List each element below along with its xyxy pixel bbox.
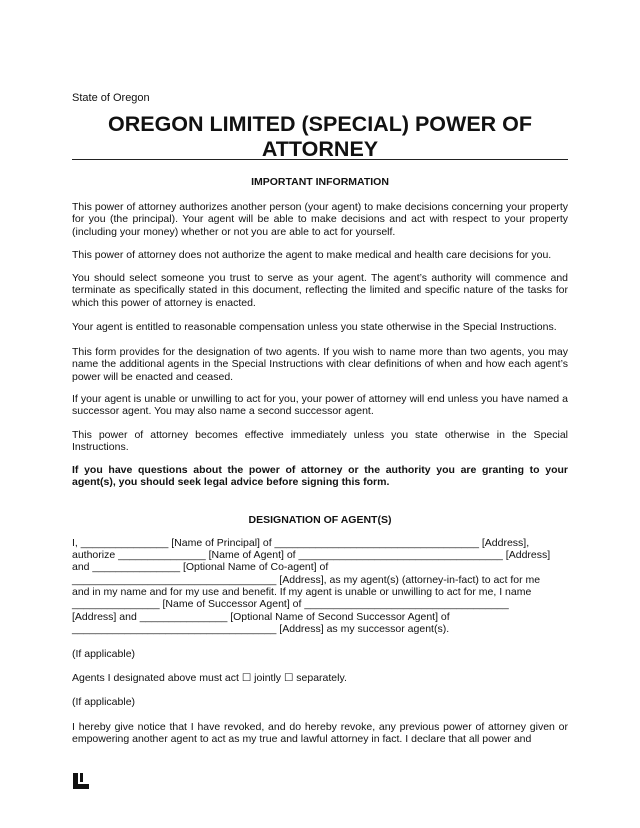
title-divider bbox=[72, 159, 568, 160]
title-line-2: ATTORNEY bbox=[261, 137, 379, 161]
paragraph: You should select someone you trust to serve as your agent. The agent’s authority will commence and terminate as specifically stated in this document, reflecting the limited and specific nature of the tasks for which this power of attorney is enacted. bbox=[72, 272, 568, 309]
paragraph: Your agent is entitled to reasonable compensation unless you state otherwise in the Special Instructions. bbox=[72, 321, 557, 333]
paragraph: This form provides for the designation of two agents. If you wish to name more than two agents, you may name the additional agents in the Special Instructions with clear definitions of when and how each agent’s power will be enacted and ceased. bbox=[72, 346, 568, 383]
designation-line: ___________________________________ [Address] as my successor agent(s). bbox=[72, 623, 450, 635]
paragraph: If your agent is unable or unwilling to act for you, your power of attorney will end unless you have named a successor agent. You may also name a second successor agent. bbox=[72, 393, 568, 418]
legal-advice-notice: If you have questions about the power of attorney or the authority you are granting to your agent(s), you should seek legal advice before signing this form. bbox=[72, 464, 568, 489]
if-applicable-label: (If applicable) bbox=[72, 696, 136, 708]
if-applicable-label: (If applicable) bbox=[72, 648, 136, 660]
designation-line: and in my name and for my use and benefit. If my agent is unable or unwilling to act for me, I name bbox=[72, 586, 532, 598]
designation-line: authorize _______________ [Name of Agent] of ___________________________________ [Address] bbox=[72, 549, 551, 561]
document-title bbox=[72, 112, 568, 162]
paragraph: This power of attorney becomes effective immediately unless you state otherwise in the Special Instructions. bbox=[72, 429, 568, 454]
important-information-heading: IMPORTANT INFORMATION bbox=[251, 176, 389, 188]
designation-line: [Address] and _______________ [Optional Name of Second Successor Agent] of bbox=[72, 611, 450, 623]
legal-templates-logo-icon bbox=[72, 772, 90, 790]
designation-line: ___________________________________ [Address], as my agent(s) (attorney-in-fact) to act for me bbox=[72, 574, 541, 586]
designation-of-agents-heading: DESIGNATION OF AGENT(S) bbox=[248, 514, 392, 526]
designation-line: _______________ [Name of Successor Agent] of ___________________________________ bbox=[72, 598, 509, 610]
state-label: State of Oregon bbox=[72, 92, 150, 104]
designation-line: and _______________ [Optional Name of Co-agent] of bbox=[72, 561, 329, 573]
paragraph: This power of attorney does not authorize the agent to make medical and health care decisions for you. bbox=[72, 249, 552, 261]
paragraph: This power of attorney authorizes another person (your agent) to make decisions concerning your property for you (the principal). Your agent will be able to make decisions and act with respect to your property (including your money) whether or not you are able to act for yourself. bbox=[72, 201, 568, 238]
title-line-1: OREGON LIMITED (SPECIAL) POWER OF bbox=[107, 112, 533, 136]
revocation-paragraph: I hereby give notice that I have revoked, and do hereby revoke, any previous power of attorney given or empowering another agent to act as my true and lawful attorney in fact. I declare that all power and bbox=[72, 721, 568, 746]
agents-act-clause: Agents I designated above must act ☐ jointly ☐ separately. bbox=[72, 672, 347, 684]
designation-line: I, _______________ [Name of Principal] of ___________________________________ [Address], bbox=[72, 537, 530, 549]
